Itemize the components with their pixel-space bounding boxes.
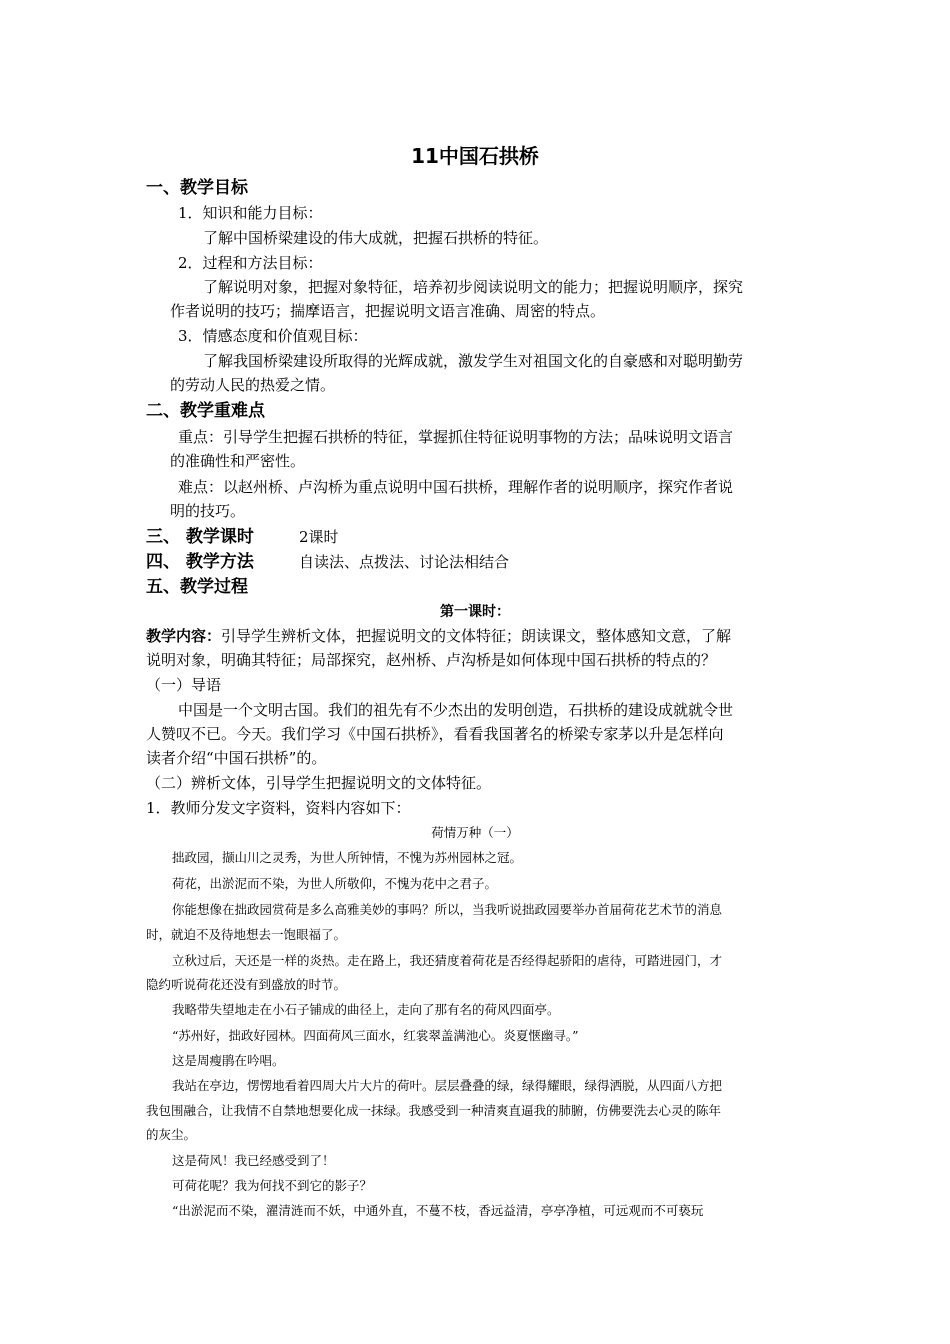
part-1-text-line3: 读者介绍“中国石拱桥”的。 <box>146 749 327 767</box>
methods-label: 四、 教学方法 <box>146 552 254 572</box>
section-heading-class-hours <box>146 525 339 549</box>
part-1-text-line1: 中国是一个文明古国。我们的祖先有不少杰出的发明创造，石拱桥的建设成就就令世 <box>178 701 734 719</box>
part-1-title: （一）导语 <box>146 676 222 694</box>
keypoint-focus-line2: 的准确性和严密性。 <box>170 452 306 470</box>
methods-value: 自读法、点拨法、讨论法相结合 <box>299 553 510 571</box>
goal-1-text: 了解中国桥梁建设的伟大成就，把握石拱桥的特征。 <box>203 229 549 247</box>
material-line: 拙政园，撷山川之灵秀，为世人所钟情，不愧为苏州园林之冠。 <box>172 850 523 865</box>
material-line: 时，就迫不及待地想去一饱眼福了。 <box>146 927 347 942</box>
goal-3-text-line2: 的劳动人民的热爱之情。 <box>170 376 336 394</box>
section-heading-methods <box>146 550 510 574</box>
keypoint-difficulty-line1: 难点：以赵州桥、卢沟桥为重点说明中国石拱桥，理解作者的说明顺序，探究作者说 <box>178 478 734 496</box>
goal-2-text-line1: 了解说明对象，把握对象特征，培养初步阅读说明文的能力；把握说明顺序，探究 <box>203 278 744 296</box>
material-title: 荷情万种（一） <box>431 825 519 840</box>
lesson-content-line1 <box>146 624 731 648</box>
goal-2-title: 2．过程和方法目标： <box>178 254 323 272</box>
material-line: 的灰尘。 <box>146 1127 197 1142</box>
section-heading-goals: 一、教学目标 <box>146 178 248 198</box>
lesson-1-heading: 第一课时： <box>440 604 510 620</box>
lesson-content-line2: 说明对象，明确其特征；局部探究，赵州桥、卢沟桥是如何体现中国石拱桥的特点的？ <box>146 651 717 669</box>
goal-2-text-line2: 作者说明的技巧；揣摩语言，把握说明文语言准确、周密的特点。 <box>170 302 606 320</box>
goal-3-title: 3．情感态度和价值观目标： <box>178 327 368 345</box>
material-line: 这是周瘦鹃在吟唱。 <box>172 1053 285 1068</box>
section-heading-keypoints: 二、教学重难点 <box>146 401 265 421</box>
lesson-content-text: 引导学生辨析文体，把握说明文的文体特征；朗读课文，整体感知文意，了解 <box>221 627 732 645</box>
class-hours-label: 三、 教学课时 <box>146 527 254 547</box>
class-hours-value: 2课时 <box>299 528 339 546</box>
material-line: 隐约听说荷花还没有到盛放的时节。 <box>146 977 347 992</box>
goal-1-title: 1．知识和能力目标： <box>178 204 323 222</box>
material-line: 我包围融合，让我情不自禁地想要化成一抹绿。我感受到一种清爽直逼我的肺腑，仿佛要洗去心灵的陈年 <box>146 1103 722 1118</box>
material-line: “苏州好，拙政好园林。四面荷风三面水，红裳翠盖满池心。炎夏惬幽寻。” <box>172 1028 579 1043</box>
material-line: 这是荷风！我已经感受到了！ <box>172 1153 335 1168</box>
material-line: “出淤泥而不染，濯清涟而不妖，中通外直，不蔓不枝，香远益清，亭亭净植，可远观而不可亵玩 <box>172 1203 704 1218</box>
step-1-text: 1．教师分发文字资料，资料内容如下： <box>146 799 411 817</box>
material-line: 你能想像在拙政园赏荷是多么高雅美妙的事吗？所以，当我听说拙政园要举办首届荷花艺术节的消息 <box>172 902 723 917</box>
section-heading-process: 五、教学过程 <box>146 577 248 597</box>
lesson-content-label: 教学内容： <box>146 627 222 645</box>
material-line: 我站在亭边，愣愣地看着四周大片大片的荷叶。层层叠叠的绿，绿得耀眼，绿得洒脱，从四面八方把 <box>172 1078 723 1093</box>
material-line: 立秋过后，天还是一样的炎热。走在路上，我还猜度着荷花是否经得起骄阳的虐待，可踏进园门，才 <box>172 953 723 968</box>
material-line: 我略带失望地走在小石子铺成的曲径上，走向了那有名的荷风四面亭。 <box>172 1002 560 1017</box>
part-1-text-line2: 人赞叹不已。今天。我们学习《中国石拱桥》，看看我国著名的桥梁专家茅以升是怎样向 <box>146 725 724 743</box>
part-2-title: （二）辨析文体，引导学生把握说明文的文体特征。 <box>146 774 492 792</box>
material-line: 荷花，出淤泥而不染，为世人所敬仰，不愧为花中之君子。 <box>172 876 498 891</box>
keypoint-difficulty-line2: 明的技巧。 <box>170 502 246 520</box>
material-line: 可荷花呢？我为何找不到它的影子？ <box>172 1178 373 1193</box>
keypoint-focus-line1: 重点：引导学生把握石拱桥的特征，掌握抓住特征说明事物的方法；品味说明文语言 <box>178 428 734 446</box>
goal-3-text-line1: 了解我国桥梁建设所取得的光辉成就，激发学生对祖国文化的自豪感和对聪明勤劳 <box>203 352 744 370</box>
document-title: 11中国石拱桥 <box>411 144 539 168</box>
